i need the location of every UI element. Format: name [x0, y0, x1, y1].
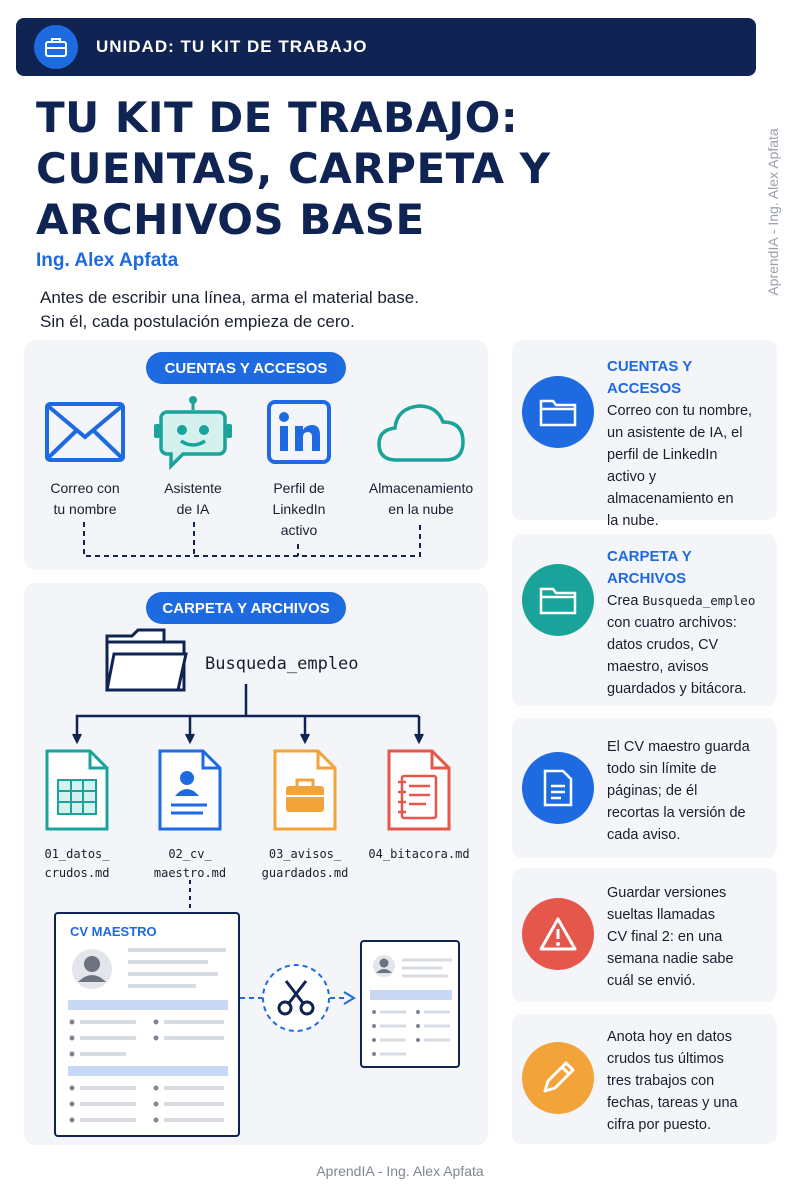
- account-cloud-storage: Almacenamiento en la nube: [358, 396, 484, 520]
- folder-pill: CARPETA Y ARCHIVOS: [146, 592, 346, 624]
- card-cuentas-accesos: CUENTAS Y ACCESOS Correo con tu nombre, un asistente de IA, el perfil de LinkedIn activo y almacenamiento en la nube.: [512, 340, 777, 520]
- document-icon: [522, 752, 594, 824]
- card-cv-maestro: El CV maestro guarda todo sin límite de páginas; de él recortas la versión de cada aviso.: [512, 718, 777, 858]
- accounts-pill: CUENTAS Y ACCESOS: [146, 352, 346, 384]
- intro-line-1: Antes de escribir una línea, arma el material base.: [40, 288, 419, 307]
- account-linkedin: Perfil de LinkedIn activo: [239, 396, 359, 541]
- file-bitacora: 04_bitacora.md: [364, 748, 474, 864]
- title-line-1: TU KIT DE TRABAJO:: [36, 93, 519, 142]
- card-heading: CARPETA Y: [607, 548, 692, 565]
- warning-icon: [522, 898, 594, 970]
- author-name: Ing. Alex Apfata: [36, 250, 179, 271]
- cv-tailored-preview: [360, 940, 460, 1068]
- card-heading-2: ARCHIVOS: [607, 570, 687, 587]
- file-datos-crudos: 01_datos_ crudos.md: [22, 748, 132, 883]
- card-heading: CUENTAS Y ACCESOS: [607, 358, 693, 397]
- side-watermark: AprendIA - Ing. Alex Apfata: [765, 128, 781, 296]
- card-carpeta-archivos: CARPETA Y ARCHIVOS Crea Busqueda_empleo con cuatro archivos: datos crudos, CV maestro, avisos guardados y bitácora.: [512, 534, 777, 706]
- card-action: Anota hoy en datos crudos tus últimos tres trabajos con fechas, tareas y una cifra por puesto.: [512, 1014, 777, 1144]
- folder-icon: [522, 376, 594, 448]
- pencil-icon: [522, 1042, 594, 1114]
- cv-preview-placeholder: [362, 942, 462, 1070]
- footer-credit: AprendIA - Ing. Alex Apfata: [316, 1163, 484, 1179]
- account-email: Correo con tu nombre: [25, 396, 145, 520]
- file-cv-maestro: 02_cv_ maestro.md: [135, 748, 245, 883]
- account-ai-assistant: Asistente de IA: [133, 396, 253, 520]
- folder-icon: [522, 564, 594, 636]
- title-line-3: ARCHIVOS BASE: [36, 195, 425, 244]
- intro-line-2: Sin él, cada postulación empieza de cero.: [40, 312, 355, 331]
- unit-label: UNIDAD: TU KIT DE TRABAJO: [96, 37, 368, 56]
- title-line-2: CUENTAS, CARPETA Y: [36, 144, 551, 193]
- file-avisos-guardados: 03_avisos_ guardados.md: [250, 748, 360, 883]
- card-warning: Guardar versiones sueltas llamadas CV final 2: en una semana nadie sabe cuál se envió.: [512, 868, 777, 1002]
- folder-name: Busqueda_empleo: [205, 654, 359, 674]
- scissors-icon: [276, 978, 316, 1018]
- cv-maestro-title: CV MAESTRO: [70, 924, 157, 939]
